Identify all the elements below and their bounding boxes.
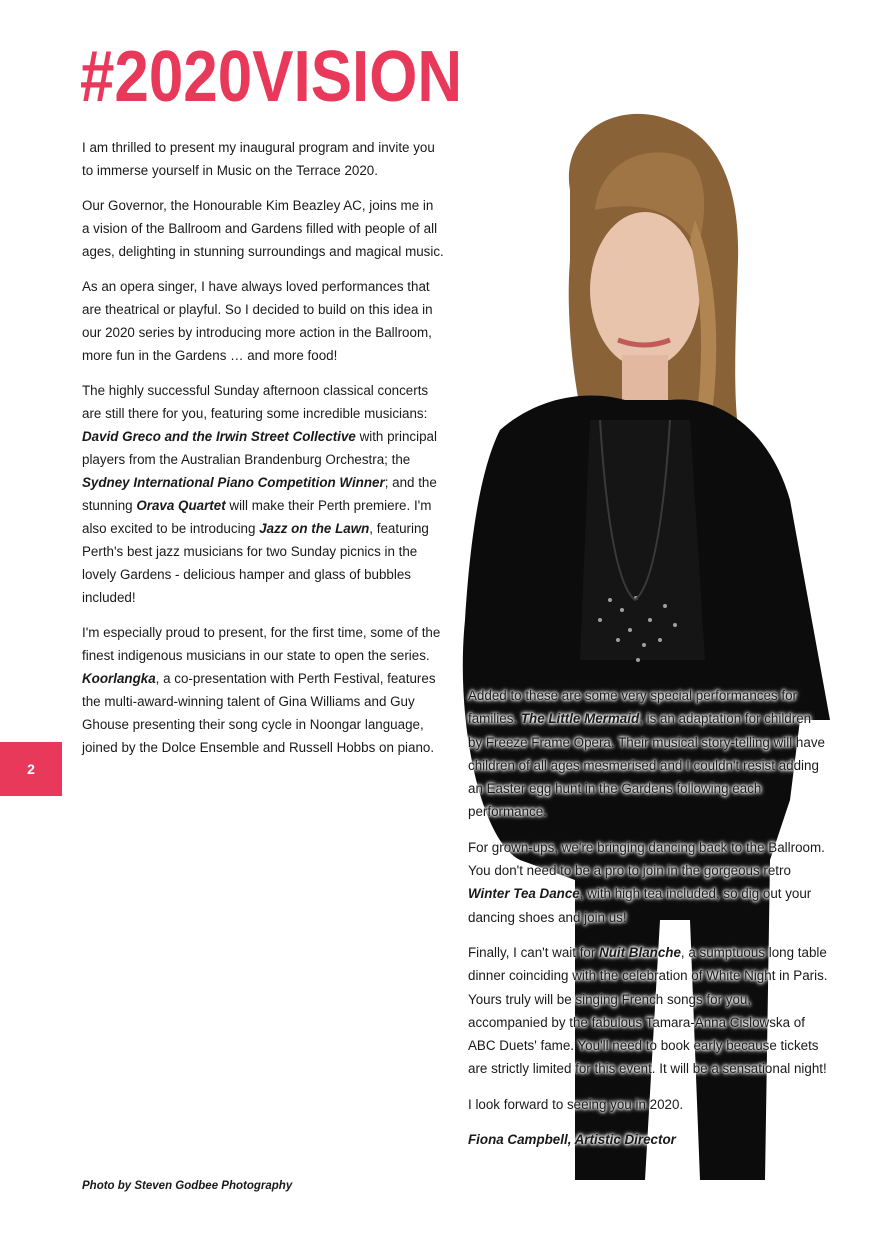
text-run: For grown-ups, we're bringing dancing back to the Ballroom. You don't need to be a pro to join in the gorgeous retro: [468, 839, 825, 879]
left-column: [82, 136, 444, 771]
event-name: Winter Tea Dance: [468, 886, 580, 902]
text-run: , featuring Perth's best jazz musicians for two Sunday picnics in the lovely Gardens - delicious hamper and glass of bubbles included!: [82, 521, 429, 605]
text-run: The highly successful Sunday afternoon classical concerts are still there for you, featuring some incredible musicians:: [82, 383, 429, 421]
event-name: Jazz on the Lawn: [259, 521, 370, 536]
paragraph: I look forward to seeing you in 2020.: [468, 1096, 684, 1112]
page-number: 2: [27, 761, 35, 777]
paragraph: Our Governor, the Honourable Kim Beazley AC, joins me in a vision of the Ballroom and Gardens filled with people of all ages, delighting in stunning surroundings and magical music.: [82, 198, 444, 259]
event-name: Orava Quartet: [136, 498, 226, 513]
event-name: The Little Mermaid: [520, 711, 640, 727]
signature: Fiona Campbell, Artistic Director: [468, 1132, 676, 1148]
paragraph: [82, 379, 444, 609]
event-name: Nuit Blanche: [599, 944, 681, 960]
event-name: Sydney International Piano Competition Winner: [82, 475, 385, 490]
text-run: will make their Perth premiere. I'm also excited to be introducing: [82, 498, 432, 536]
paragraph: [468, 941, 828, 1081]
text-run: with principal players from the Australian Brandenburg Orchestra; the: [82, 429, 437, 467]
text-run: Added to these are some very special performances for families.: [468, 688, 797, 727]
photo-credit: Photo by Steven Godbee Photography: [82, 1180, 293, 1192]
text-run: I'm especially proud to present, for the first time, some of the finest indigenous musicians in our state to open the series.: [82, 625, 441, 663]
paragraph: [82, 621, 444, 759]
text-run: , with high tea included, so dig out your dancing shoes and join us!: [468, 886, 812, 925]
paragraph: [468, 836, 828, 929]
paragraph: [468, 684, 828, 824]
text-run: Finally, I can't wait for: [468, 944, 600, 960]
event-name: Koorlangka: [82, 671, 156, 686]
page-number-tab: [0, 742, 62, 796]
page-title-text: #2020VISION: [80, 37, 463, 117]
right-column: [468, 684, 828, 1163]
text-run: , is an adaptation for children by Freeze Frame Opera. Their musical story-telling will have children of all ages mesmerised and I couldn't resist adding an Easter egg hunt in the Gardens following each performance.: [468, 711, 825, 820]
text-run: ; and the stunning: [82, 475, 437, 513]
text-run: , a co-presentation with Perth Festival, features the multi-award-winning talent of Gina Williams and Guy Ghouse presenting their song cycle in Noongar language, joined by the Dolce Ensemble and Russell Hobbs on piano.: [82, 671, 436, 755]
page-title: [80, 36, 462, 118]
paragraph: I am thrilled to present my inaugural program and invite you to immerse yourself in Music on the Terrace 2020.: [82, 140, 435, 178]
event-name: David Greco and the Irwin Street Collective: [82, 429, 356, 444]
paragraph: As an opera singer, I have always loved performances that are theatrical or playful. So I decided to build on this idea in our 2020 series by introducing more action in the Ballroom, more fun in the Gardens … and more food!: [82, 279, 433, 363]
text-run: , a sumptuous long table dinner coinciding with the celebration of White Night in Paris. Yours truly will be singing French songs for you, accompanied by the fabulous Tamara-Anna Cislowska of ABC Duets' fame. You'll need to book early because tickets are strictly limited for this event. It will be a sensational night!: [468, 944, 828, 1077]
